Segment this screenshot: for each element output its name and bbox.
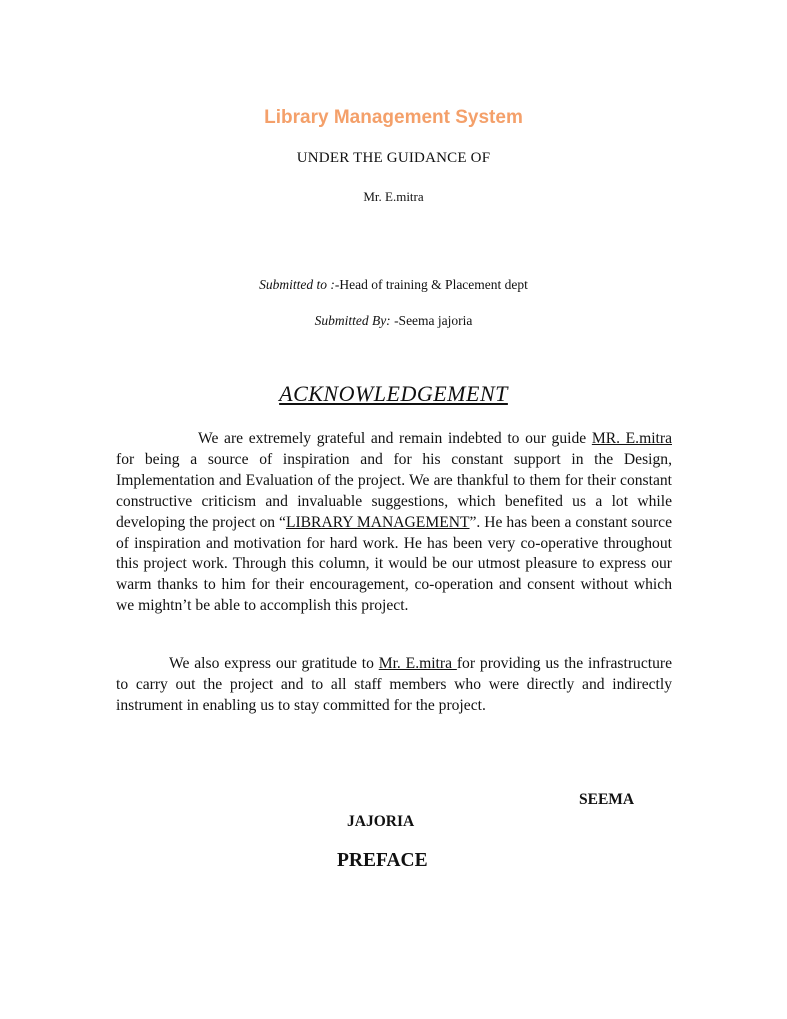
guidance-heading: UNDER THE GUIDANCE OF <box>296 150 491 166</box>
acknowledgement-heading: ACKNOWLEDGEMENT <box>279 381 508 406</box>
project-name-link: LIBRARY MANAGEMENT <box>285 513 470 531</box>
signature-first-name: SEEMA <box>579 791 635 808</box>
submitted-by-label: Submitted By: <box>314 313 391 328</box>
acknowledgement-paragraph-2 <box>116 654 672 717</box>
submitted-by-value: -Seema jajoria <box>390 313 473 328</box>
guide-name-link-2: Mr. E.mitra <box>378 655 457 672</box>
para2-text-2: for providing us the infrastructure to carry out the project and to all staff members who were directly and indirectly instrument in enabling us to stay committed for the project. <box>116 655 672 714</box>
para1-text-3: ”. He has been a constant source of inspiration and motivation for hard work. He has been very co-operative throughout this project work. Through this column, it would be our utmost pleasure to express our warm thanks to him for their encouragement, co-operation and consent without which we mightn’t be able to accomplish this project. <box>116 513 673 615</box>
signature-last-name: JAJORIA <box>347 813 415 830</box>
acknowledgement-paragraph-1 <box>116 429 672 617</box>
document-title: Library Management System <box>264 107 523 128</box>
guide-name-link: MR. E.mitra <box>591 430 672 447</box>
submitted-to-value: -Head of training & Placement dept <box>334 277 528 292</box>
para1-text-1: We are extremely grateful and remain indebted to our guide <box>198 430 592 447</box>
guide-name: Mr. E.mitra <box>363 189 424 204</box>
submitted-to-label: Submitted to : <box>259 277 335 292</box>
preface-heading: PREFACE <box>337 850 428 871</box>
para1-text-2: for being a source of inspiration and for his constant support in the Design, Implementation and Evaluation of the project. We are thankful to them for their constant constructive criticism and invaluable suggestions, which benefited us a lot while developing the project on “ <box>116 450 672 531</box>
submitted-by-line <box>0 313 787 329</box>
submitted-to-line <box>0 277 787 293</box>
para2-text-1: We also express our gratitude to <box>169 655 379 672</box>
